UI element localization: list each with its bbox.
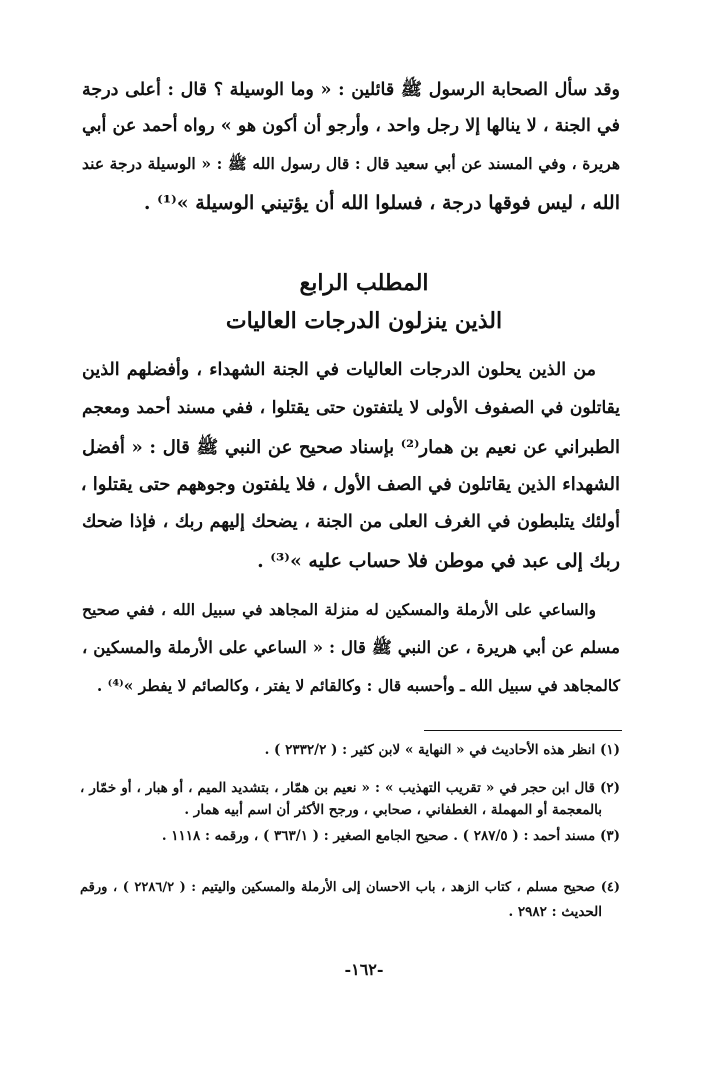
footnote-line: (٤) صحيح مسلم ، كتاب الزهد ، باب الاحسان إلى الأرملة والمسكين واليتيم : ( ٢٢٨٦/٢ ) ، ورقم — [80, 880, 620, 895]
text-line: هريرة ، وفي المسند عن أبي سعيد قال : قال رسول الله ﷺ : « الوسيلة درجة عند — [82, 154, 620, 173]
text-line: كالمجاهد في سبيل الله ـ وأحسبه قال : وكالقائم لا يفتر ، وكالصائم لا يفطر »⁽⁴⁾ . — [96, 676, 620, 695]
page-number: -١٦٢- — [344, 960, 384, 979]
text-line: الله ، ليس فوقها درجة ، فسلوا الله أن يؤتيني الوسيلة »⁽¹⁾ . — [143, 192, 620, 214]
footnote-line: (٢) قال ابن حجر في « تقريب التهذيب » : « نعيم بن همّار ، بتشديد الميم ، أو هبار ، أو خمّار ، — [80, 780, 620, 796]
footnote-2 — [80, 780, 620, 824]
paragraph-intro — [82, 78, 620, 228]
text-line: الطبراني عن نعيم بن همار⁽²⁾ بإسناد صحيح عن النبي ﷺ قال : « أفضل — [82, 437, 621, 458]
section-subtitle: الذين ينزلون الدرجات العاليات — [225, 308, 503, 334]
paragraph-martyrs — [82, 360, 620, 590]
footnote-line: (٣) مسند أحمد : ( ٢٨٧/٥ ) . صحيح الجامع الصغير : ( ٣٦٣/١ ) ، ورقمه : ١١١٨ . — [161, 828, 620, 844]
footnote-1 — [80, 742, 620, 764]
footnote-line: (١) انظر هذه الأحاديث في « النهاية » لابن كثير : ( ٢٣٣٢/٢ ) . — [264, 742, 620, 758]
text-line: في الجنة ، لا ينالها إلا رجل واحد ، وأرجو أن أكون هو » رواه أحمد عن أبي — [82, 116, 620, 136]
text-line: وقد سأل الصحابة الرسول ﷺ قائلين : « وما الوسيلة ؟ قال : أعلى درجة — [82, 80, 620, 100]
section-title: المطلب الرابع — [299, 270, 429, 296]
text-line: أولئك يتلبطون في الغرف العلى من الجنة ، يضحك إليهم ربك ، فإذا ضحك — [82, 512, 620, 532]
text-line: والساعي على الأرملة والمسكين له منزلة المجاهد في سبيل الله ، ففي صحيح — [82, 600, 596, 619]
text-line: الشهداء الذين يقاتلون في الصف الأول ، فلا يلفتون وجوههم حتى يقتلوا ، — [80, 474, 620, 495]
footnote-3 — [80, 828, 620, 850]
footnote-line: بالمعجمة أو المهملة ، الغطفاني ، صحابي ، ورجح الأكثر أن اسم أبيه همار . — [184, 802, 602, 818]
footnote-4 — [80, 880, 620, 924]
text-line: مسلم عن أبي هريرة ، عن النبي ﷺ قال : « الساعي على الأرملة والمسكين ، — [82, 638, 620, 657]
text-line: من الذين يحلون الدرجات العاليات في الجنة الشهداء ، وأفضلهم الذين — [82, 360, 596, 380]
text-line: ربك إلى عبد في موطن فلا حساب عليه »⁽³⁾ . — [257, 550, 620, 572]
paragraph-widow-carer — [82, 600, 620, 720]
footnote-line: الحديث : ٢٩٨٢ . — [508, 904, 602, 920]
footnote-divider — [424, 730, 622, 731]
text-line: يقاتلون في الصفوف الأولى لا يلتفتون حتى يقتلوا ، ففي مسند أحمد ومعجم — [82, 398, 620, 418]
